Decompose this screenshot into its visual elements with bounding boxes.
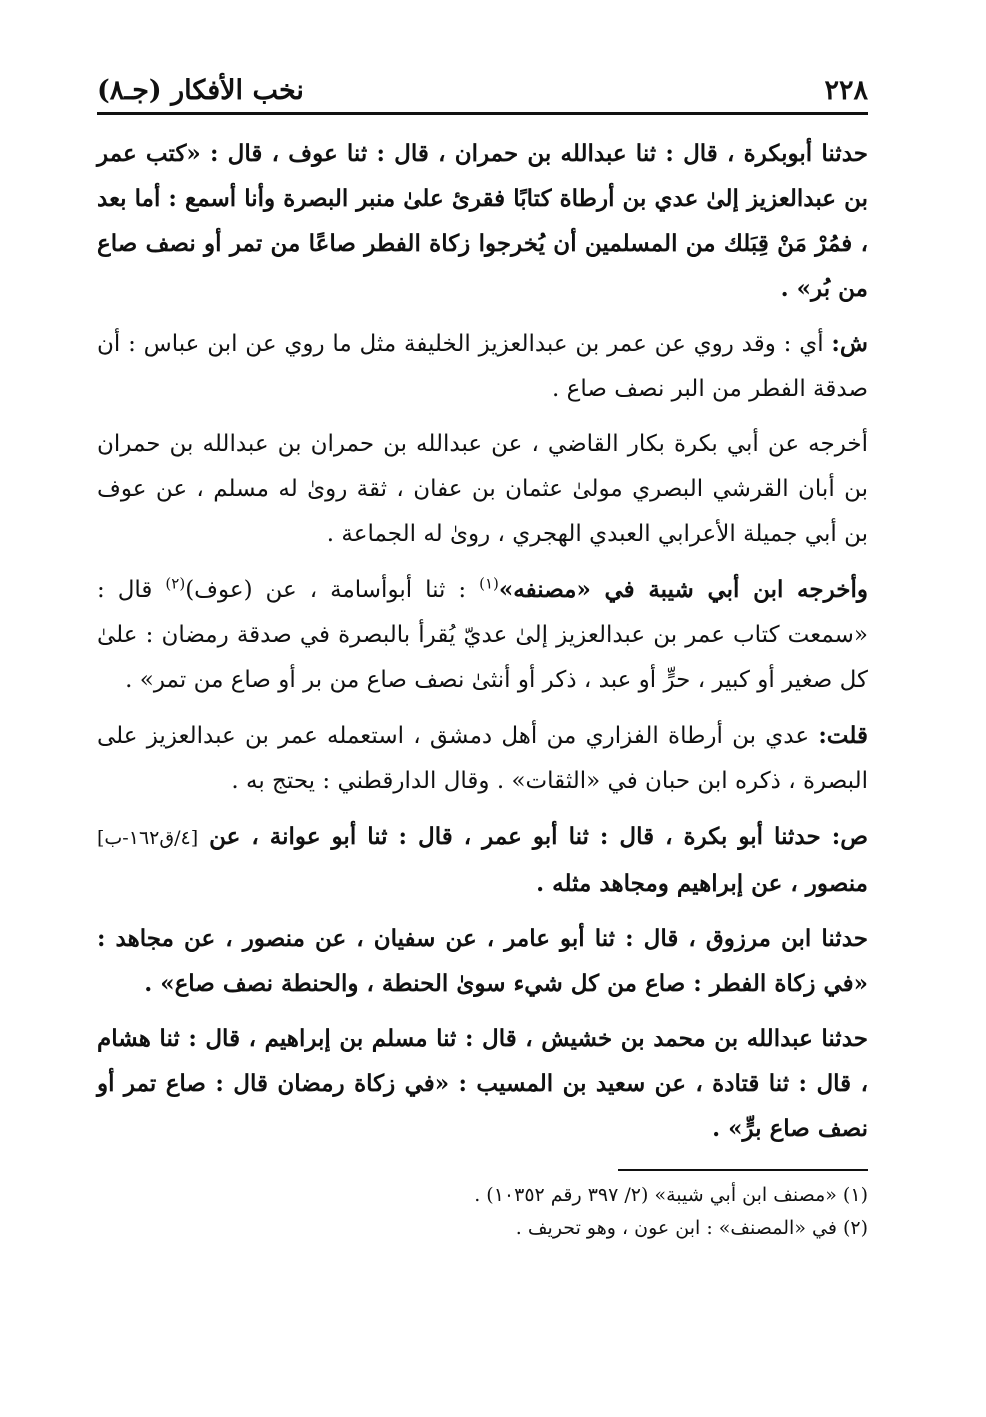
paragraph-text: حدثنا أبوبكرة ، قال : ثنا عبدالله بن حمران ، قال : ثنا عوف ، قال : «كتب عمر بن عبدالعزيز إلىٰ عدي بن أرطاة كتابًا فقرئ علىٰ منبر البصرة وأنا أسمع : أما بعد ، فمُرْ مَنْ قِبَلك من المسلمين أن يُخرجوا زكاة الفطر صاعًا من تمر أو نصف صاع من بُر» . (97, 140, 868, 302)
paragraph-hadith-2 (97, 814, 868, 906)
paragraph-takhrij-2 (97, 567, 868, 703)
book-title: نخب الأفكار (جـ٨) (97, 75, 304, 106)
paragraph-text: قال : «سمعت كتاب عمر بن عبدالعزيز إلىٰ عديّ يُقرأ بالبصرة في صدقة رمضان : علىٰ كل صغير أو كبير ، حرٍّ أو عبد ، ذكر أو أنثىٰ نصف صاع من بر أو صاع من تمر» . (97, 577, 868, 693)
paragraph-text: حدثنا أبو بكرة ، قال : ثنا أبو عمر ، قال : ثنا أبو عوانة ، عن (198, 823, 832, 850)
paragraph-hadith-1 (97, 131, 868, 311)
paragraph-text: عدي بن أرطاة الفزاري من أهل دمشق ، استعمله عمر بن عبدالعزيز على البصرة ، ذكره ابن حبان في «الثقات» . وقال الدارقطني : يحتج به . (97, 723, 868, 794)
footnotes (97, 1179, 868, 1245)
paragraph-commentary (97, 321, 868, 412)
paragraph-takhrij-1 (97, 422, 868, 557)
footnote-ref-1[interactable]: (١) (479, 574, 499, 593)
running-header (97, 68, 868, 115)
source-reference: وأخرجه ابن أبي شيبة في «مصنفه» (498, 576, 868, 603)
paragraph-text: : ثنا أبوأسامة ، عن (عوف) (185, 577, 480, 603)
text-marker: ص: (831, 823, 868, 850)
paragraph-note (97, 713, 868, 804)
footnote-divider (618, 1169, 868, 1171)
footnote-2: (٢) في «المصنف» : ابن عون ، وهو تحريف . (515, 1217, 868, 1239)
paragraph-hadith-4 (97, 1016, 868, 1151)
paragraph-hadith-3 (97, 916, 868, 1006)
main-text (97, 131, 868, 1151)
paragraph-text: منصور ، عن إبراهيم ومجاهد مثله . (536, 870, 868, 897)
footnote-1: (١) «مصنف ابن أبي شيبة» (٢/ ٣٩٧ رقم ١٠٣٥٢) . (474, 1184, 868, 1206)
manuscript-folio-ref: [٤/ق١٦٢-ب] (97, 827, 199, 849)
paragraph-text: حدثنا عبدالله بن محمد بن خشيش ، قال : ثنا مسلم بن إبراهيم ، قال : ثنا هشام ، قال : ثنا قتادة ، عن سعيد بن المسيب : «في زكاة رمضان قال : صاع تمر أو نصف صاع برٍّ» . (97, 1025, 868, 1142)
footnote-ref-2[interactable]: (٢) (165, 574, 186, 593)
commentary-marker: ش: (831, 330, 868, 357)
page-number: ٢٢٨ (824, 75, 868, 106)
paragraph-text: أخرجه عن أبي بكرة بكار القاضي ، عن عبدالله بن حمران بن عبدالله بن حمران بن أبان القرشي البصري مولىٰ عثمان بن عفان ، ثقة روىٰ له مسلم ، عن عوف بن أبي جميلة الأعرابي العبدي الهجري ، روىٰ له الجماعة . (97, 431, 868, 547)
paragraph-text: حدثنا ابن مرزوق ، قال : ثنا أبو عامر ، عن سفيان ، عن منصور ، عن مجاهد : «في زكاة الفطر : صاع من كل شيء سوىٰ الحنطة ، والحنطة نصف صاع» . (97, 925, 868, 997)
note-marker: قلت: (818, 722, 868, 749)
paragraph-text: أي : وقد روي عن عمر بن عبدالعزيز الخليفة مثل ما روي عن ابن عباس : أن صدقة الفطر من البر نصف صاع . (97, 331, 868, 402)
